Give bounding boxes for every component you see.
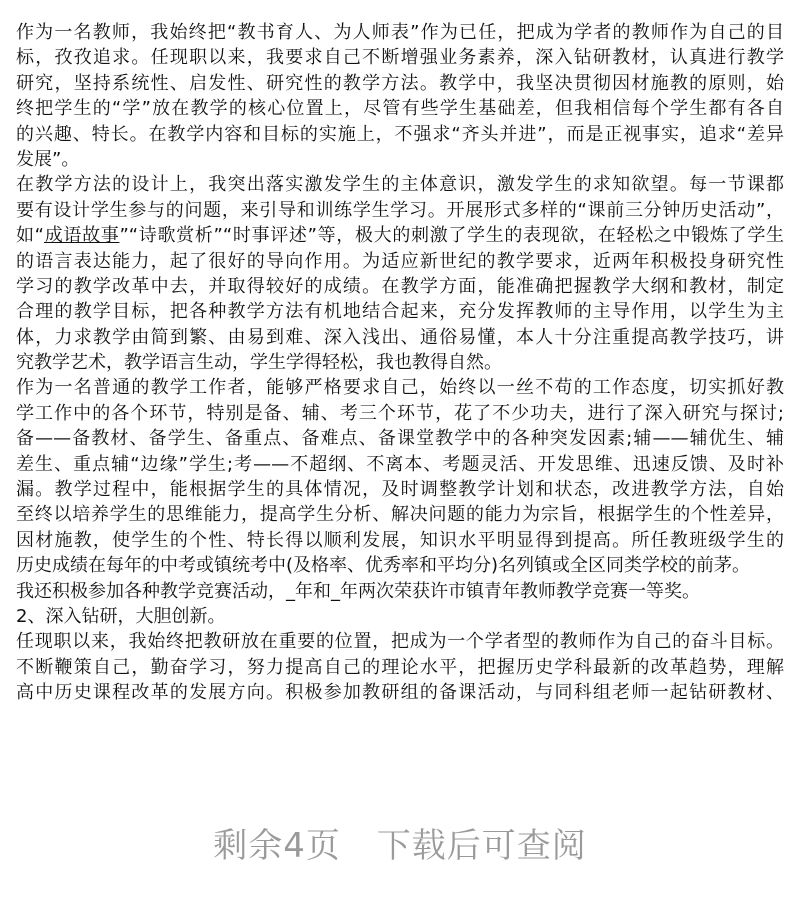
text-line: 发展”。 [16,148,80,170]
text-line: 2、深入钻研，大胆创新。 [16,605,226,627]
text-line: 历史成绩在每年的中考或镇统考中(及格率、优秀率和平均分)名列镇或全区同类学校的前茅。 [16,555,751,577]
paragraph [16,172,784,375]
paragraph [16,579,784,604]
paragraph [16,20,784,172]
text-line: 备——备教材、备学生、备重点、备难点、备课堂教学中的各种突发因素;辅——辅优生、辅 [16,428,784,450]
underlined-link[interactable]: 成语故事 [44,225,120,247]
text-line: 标，孜孜追求。任现职以来，我要求自己不断增强业务素养，深入钻研教材，认真进行教学 [16,47,784,69]
download-to-view-text[interactable]: 下载后可查阅 [376,826,587,866]
text-line: 的语言表达能力，起了很好的导向作用。为适应新世纪的教学要求，近两年积极投身研究性 [16,250,784,272]
text-line: 作为一名普通的教学工作者，能够严格要求自己，始终以一丝不苟的工作态度，切实抓好教 [16,377,784,399]
text-line: 学工作中的各个环节，特别是备、辅、考三个环节，花了不少功夫，进行了深入研究与探讨; [16,402,784,424]
text-line: 高中历史课程改革的发展方向。积极参加教研组的备课活动，与同科组老师一起钻研教材、 [16,682,784,704]
text-line: 终把学生的“学”放在教学的核心位置上，尽管有些学生基础差，但我相信每个学生都有各自 [16,98,784,120]
text-line: 因材施教，使学生的个性、特长得以顺利发展，知识水平明显得到提高。所任教班级学生的 [16,529,784,551]
download-prompt[interactable] [0,818,800,867]
paragraph [16,604,784,629]
text-segment: ”“诗歌赏析”“时事评述”等，极大的刺激了学生的表现欲，在轻松之中锻炼了学生 [119,225,785,247]
text-line: 作为一名教师，我始终把“教书育人、为人师表”作为已任，把成为学者的教师作为自己的目 [16,22,784,43]
text-line: 的兴趣、特长。在教学内容和目标的实施上，不强求“齐头并进”，而是正视事实，追求“差异 [16,123,784,145]
text-line: 我还积极参加各种教学竞赛活动，_年和_年两次荣获许市镇青年教师教学竞赛一等奖。 [16,580,700,602]
text-line: 不断鞭策自己，勤奋学习，努力提高自己的理论水平，把握历史学科最新的改革趋势，理解 [16,656,784,678]
text-segment: 如“ [16,225,45,247]
remaining-pages-text: 剩余4页 [213,826,341,866]
text-line: 体，力求教学由简到繁、由易到难、深入浅出、通俗易懂，本人十分注重提高教学技巧，讲 [16,326,784,348]
paragraph [16,375,784,578]
document-body [16,20,784,706]
text-line: 在教学方法的设计上，我突出落实激发学生的主体意识，激发学生的求知欲望。每一节课都 [16,174,784,196]
text-line: 研究，坚持系统性、启发性、研究性的教学方法。教学中，我坚决贯彻因材施教的原则，始 [16,72,784,94]
text-line: 漏。教学过程中，能根据学生的具体情况，及时调整教学计划和状态，改进教学方法，自始 [16,479,784,501]
paragraph [16,629,784,705]
text-line: 究教学艺术，教学语言生动，学生学得轻松，我也教得自然。 [16,352,502,374]
text-line: 差生、重点辅“边缘”学生;考——不超纲、不离本、考题灵活、开发思维、迅速反馈、及时补 [16,453,784,475]
text-line: 合理的教学目标，把各种教学方法有机地结合起来，充分发挥教师的主导作用，以学生为主 [16,301,784,323]
text-line: 任现职以来，我始终把教研放在重要的位置，把成为一个学者型的教师作为自己的奋斗目标。 [16,631,784,653]
text-line: 要有设计学生参与的问题，来引导和训练学生学习。开展形式多样的“课前三分钟历史活动”， [16,199,784,221]
text-line: 至终以培养学生的思维能力，提高学生分析、解决问题的能力为宗旨，根据学生的个性差异， [16,504,784,526]
text-line: 学习的教学改革中去，并取得较好的成绩。在教学方面，能准确把握教学大纲和教材，制定 [16,275,784,297]
text-line [16,223,784,248]
